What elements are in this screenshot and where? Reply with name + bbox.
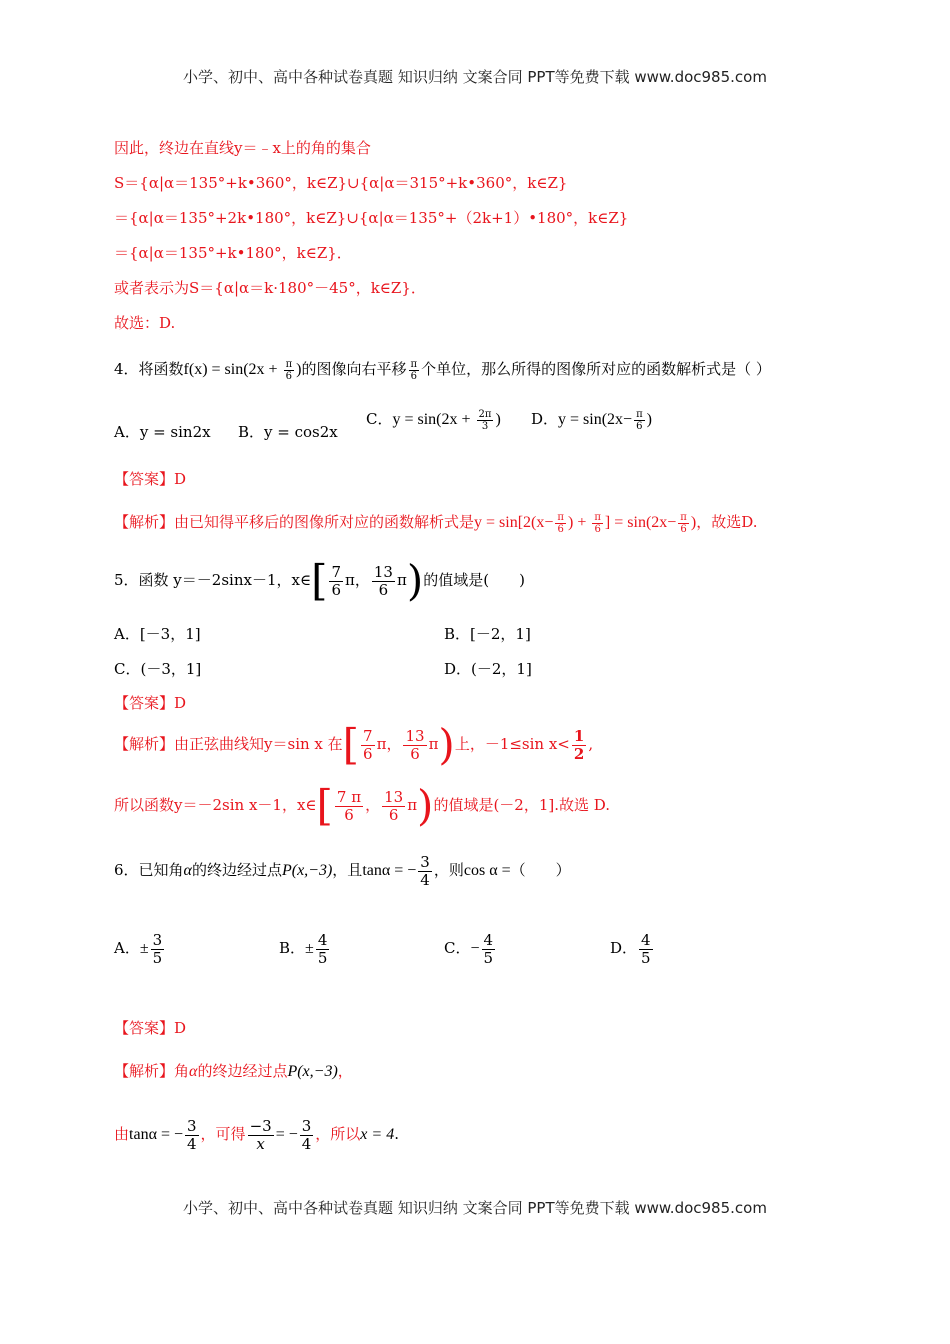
q6-answer: 【答案】D	[114, 1019, 187, 1037]
q5-answer: 【答案】D	[114, 694, 187, 712]
page-header: 小学、初中、高中各种试卷真题 知识归纳 文案合同 PPT等免费下载 www.doc985.com	[183, 68, 767, 86]
q4-option-c: C．y = sin(2x + $\frac{2\pi}{3}$ )	[366, 408, 501, 432]
q6-option-d: D． $\frac{4}{5}$	[610, 931, 651, 967]
q6-option-c: C．− $\frac{4}{5}$	[444, 931, 494, 967]
prev-line-6: 故选：D.	[114, 314, 176, 332]
q5-stem: 5．函数 y＝－2sinx－1，x∈[ $\frac{7}{6}$ π， $\frac{13}{6}$ π)的值域是( )	[114, 556, 525, 605]
q6-explanation-line-1: 【解析】角α的终边经过点P(x,−3)，	[114, 1062, 353, 1080]
page-footer: 小学、初中、高中各种试卷真题 知识归纳 文案合同 PPT等免费下载 www.doc985.com	[183, 1199, 767, 1217]
q4-answer: 【答案】D	[114, 470, 187, 488]
q6-option-a: A．± $\frac{3}{5}$	[114, 931, 163, 967]
q4-frac-pi6-shift: $\frac{\pi}{6}$	[410, 358, 418, 382]
q4-option-d: D．y = sin(2x− $\frac{\pi}{6}$ )	[531, 408, 652, 432]
prev-line-2: S＝{α|α＝135°+k•360°，k∈Z}∪{α|α＝315°+k•360°，k∈Z}	[114, 174, 568, 192]
q5-option-c: C．(－3，1]	[114, 660, 202, 678]
prev-line-5: 或者表示为S＝{α|α＝k·180°－45°，k∈Z}．	[114, 279, 426, 297]
prev-line-3: ＝{α|α＝135°+2k•180°，k∈Z}∪{α|α＝135°+（2k+1）•180°，k∈Z}	[114, 209, 629, 227]
q5-option-d: D．(－2，1]	[444, 660, 532, 678]
q4-stem: 4．将函数f(x) = sin(2x + $\frac{\pi}{6}$ )的图像向右平移 $\frac{\pi}{6}$ 个单位，那么所得的图像所对应的函数解析式是（ ）	[114, 358, 771, 382]
q4-explanation: 【解析】由已知得平移后的图像所对应的函数解析式是y = sin[2(x− $\frac{\pi}{6}$ ) + $\frac{\pi}{6}$ ] = sin(2x− $\frac{\pi}{6}$ )，故选D.	[114, 511, 758, 535]
q6-stem: 6．已知角α的终边经过点P(x,−3)，且tanα = − $\frac{3}{4}$ ，则cos α =（ ）	[114, 853, 571, 889]
q5-option-a: A．[－3，1]	[114, 625, 201, 643]
prev-line-4: ＝{α|α＝135°+k•180°，k∈Z}．	[114, 244, 352, 262]
q5-explanation-line-1: 【解析】由正弦曲线知y＝sin x 在[ $\frac{7}{6}$ π， $\frac{13}{6}$ π)上，－1≤sin x< $\frac{1}{2}$ ,	[114, 720, 594, 769]
q5-option-b: B．[－2，1]	[444, 625, 531, 643]
q6-explanation-line-2: 由tanα = − $\frac{3}{4}$ ，可得 $\frac{-3}{x}$ = − $\frac{3}{4}$ ，所以x = 4.	[114, 1117, 399, 1153]
q4-option-a: A．y = sin2x	[114, 423, 211, 441]
q4-option-b: B．y = cos2x	[238, 423, 338, 441]
q4-frac-pi6: $\frac{\pi}{6}$	[285, 358, 293, 382]
q6-option-b: B．± $\frac{4}{5}$	[279, 931, 328, 967]
prev-line-1: 因此，终边在直线y＝﹣x上的角的集合	[114, 139, 371, 157]
q5-explanation-line-2: 所以函数y＝－2sin x－1，x∈[ $\frac{7 \pi}{6}$ ， $\frac{13}{6}$ π)的值域是(－2，1].故选 D.	[114, 781, 611, 830]
